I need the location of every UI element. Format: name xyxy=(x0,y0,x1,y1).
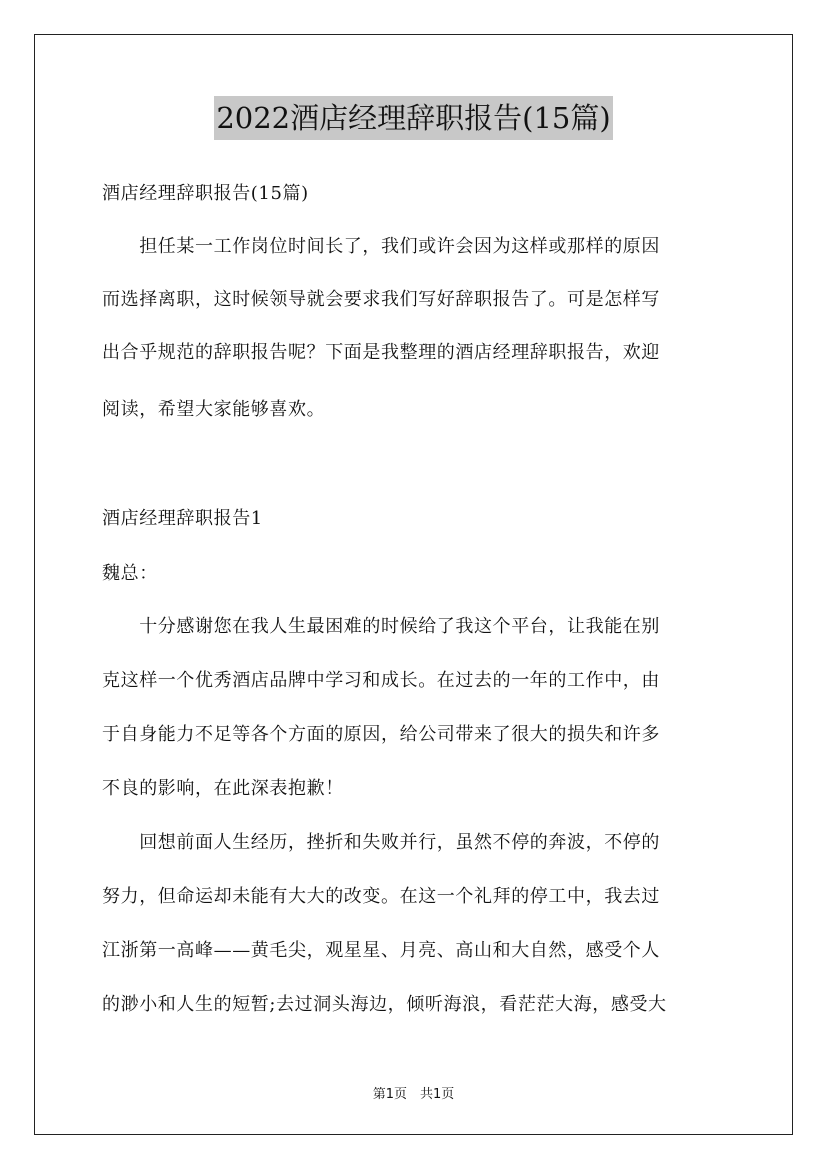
paragraph-line: 克这样一个优秀酒店品牌中学习和成长。在过去的一年的工作中，由 xyxy=(102,670,660,691)
paragraph-line: 阅读，希望大家能够喜欢。 xyxy=(102,399,326,420)
paragraph-line: 担任某一工作岗位时间长了，我们或许会因为这样或那样的原因 xyxy=(102,236,660,257)
paragraph-line: 不良的影响，在此深表抱歉！ xyxy=(102,778,344,799)
document-title: 2022酒店经理辞职报告(15篇) xyxy=(214,96,612,140)
paragraph-line: 努力，但命运却未能有大大的改变。在这一个礼拜的停工中，我去过 xyxy=(102,886,660,907)
section-heading: 酒店经理辞职报告1 xyxy=(102,508,263,529)
paragraph-line: 出合乎规范的辞职报告呢？下面是我整理的酒店经理辞职报告，欢迎 xyxy=(102,342,660,363)
paragraph-line: 十分感谢您在我人生最困难的时候给了我这个平台，让我能在别 xyxy=(102,616,660,637)
page-footer: 第1页 共1页 xyxy=(372,1087,455,1102)
title-container xyxy=(0,96,827,140)
paragraph-line: 江浙第一高峰——黄毛尖，观星星、月亮、高山和大自然，感受个人 xyxy=(102,940,660,961)
paragraph-line: 而选择离职，这时候领导就会要求我们写好辞职报告了。可是怎样写 xyxy=(102,289,660,310)
paragraph-line: 回想前面人生经历，挫折和失败并行，虽然不停的奔波，不停的 xyxy=(102,832,660,853)
paragraph-line: 于自身能力不足等各个方面的原因，给公司带来了很大的损失和许多 xyxy=(102,724,660,745)
subtitle: 酒店经理辞职报告(15篇) xyxy=(102,183,309,204)
paragraph-line: 的渺小和人生的短暂;去过洞头海边，倾听海浪，看茫茫大海，感受大 xyxy=(102,994,667,1015)
salutation: 魏总： xyxy=(102,563,158,584)
